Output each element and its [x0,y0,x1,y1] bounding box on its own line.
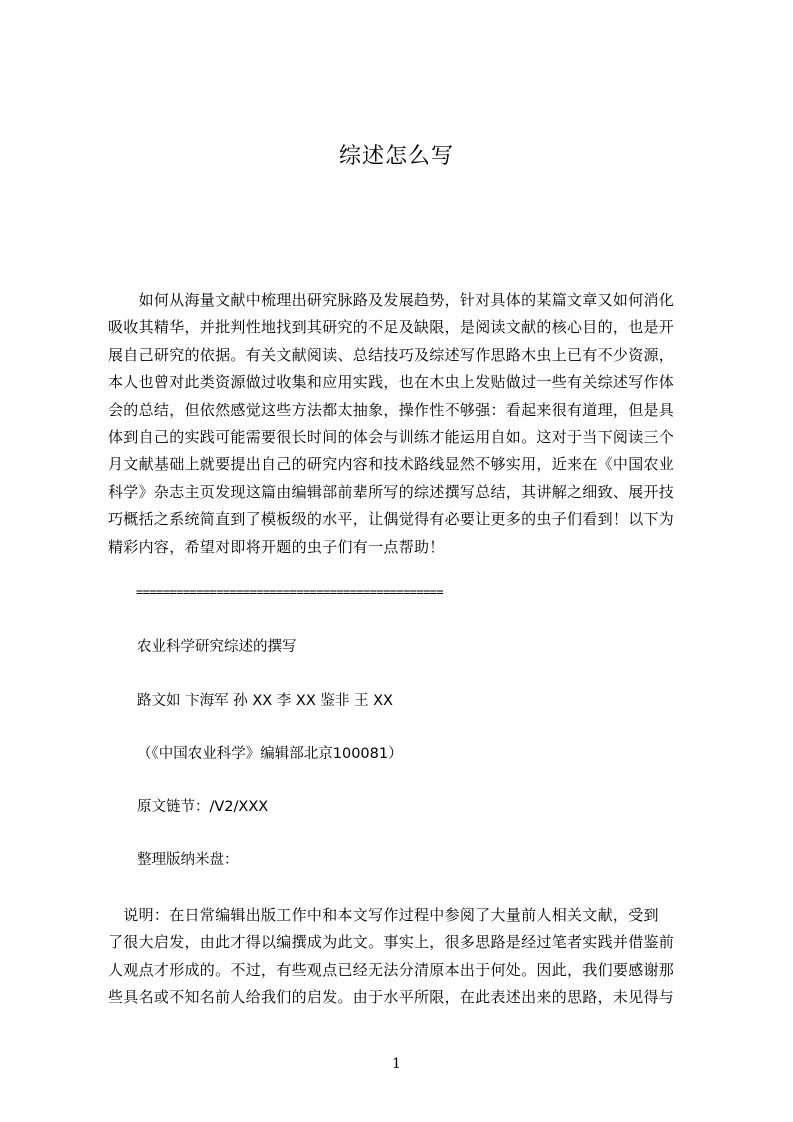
paragraph-line: 会的总结，但依然感觉这些方法都太抽象，操作性不够强：看起来很有道理，但是具 [108,400,675,419]
paragraph-line: 吸收其精华，并批判性地找到其研究的不足及缺限，是阅读文献的核心目的，也是开 [108,318,675,337]
paragraph-line: 巧概括之系统简直到了模板级的水平，让偶觉得有必要让更多的虫子们看到！以下为 [108,510,675,529]
affiliation-line: （《中国农业科学》编辑部北京100081） [137,746,403,762]
paragraph-line: 体到自己的实践可能需要很长时间的体会与训练才能运用自如。这对于当下阅读三个 [108,428,675,447]
article-title: 农业科学研究综述的撰写 [137,639,297,655]
paragraph-line: 说明：在日常编辑出版工作中和本文写作过程中参阅了大量前人相关文献，受到 [108,906,659,924]
paragraph-line: 了很大启发，由此才得以编撰成为此文。事实上，很多思路是经过笔者实践并借鉴前 [108,933,675,952]
document-title: 综述怎么写 [338,144,454,169]
paragraph-line: 精彩内容，希望对即将开题的虫子们有一点帮助！ [108,537,445,556]
paragraph-line: 展自己研究的依据。有关文献阅读、总结技巧及综述写作思路木虫上已有不少资源， [108,345,675,364]
paragraph-line: 些具名或不知名前人给我们的启发。由于水平所限，在此表述出来的思路，未见得与 [108,988,675,1007]
paragraph-line: 本人也曾对此类资源做过收集和应用实践，也在木虫上发贴做过一些有关综述写作体 [108,373,675,392]
page-number: 1 [392,1056,401,1072]
organizer-line: 整理版纳米盘： [137,852,239,868]
note-paragraph [108,902,700,1012]
paragraph-line: 科学》杂志主页发现这篇由编辑部前辈所写的综述撰写总结，其讲解之细致、展开技 [108,482,675,501]
separator-line: ============================================== [136,585,444,599]
source-link-line: 原文链节：/V2/XXX [137,799,269,815]
intro-paragraph [108,287,700,561]
paragraph-line: 人观点才形成的。不过，有些观点已经无法分清原本出于何处。因此，我们要感谢那 [108,960,675,979]
paragraph-line: 月文献基础上就要提出自己的研究内容和技术路线显然不够实用，近来在《中国农业 [108,455,675,474]
paragraph-line: 如何从海量文献中梳理出研究脉路及发展趋势，针对具体的某篇文章又如何消化 [108,291,675,309]
authors-line: 路文如 卞海军 孙 XX 李 XX 鉴非 王 XX [137,693,393,709]
